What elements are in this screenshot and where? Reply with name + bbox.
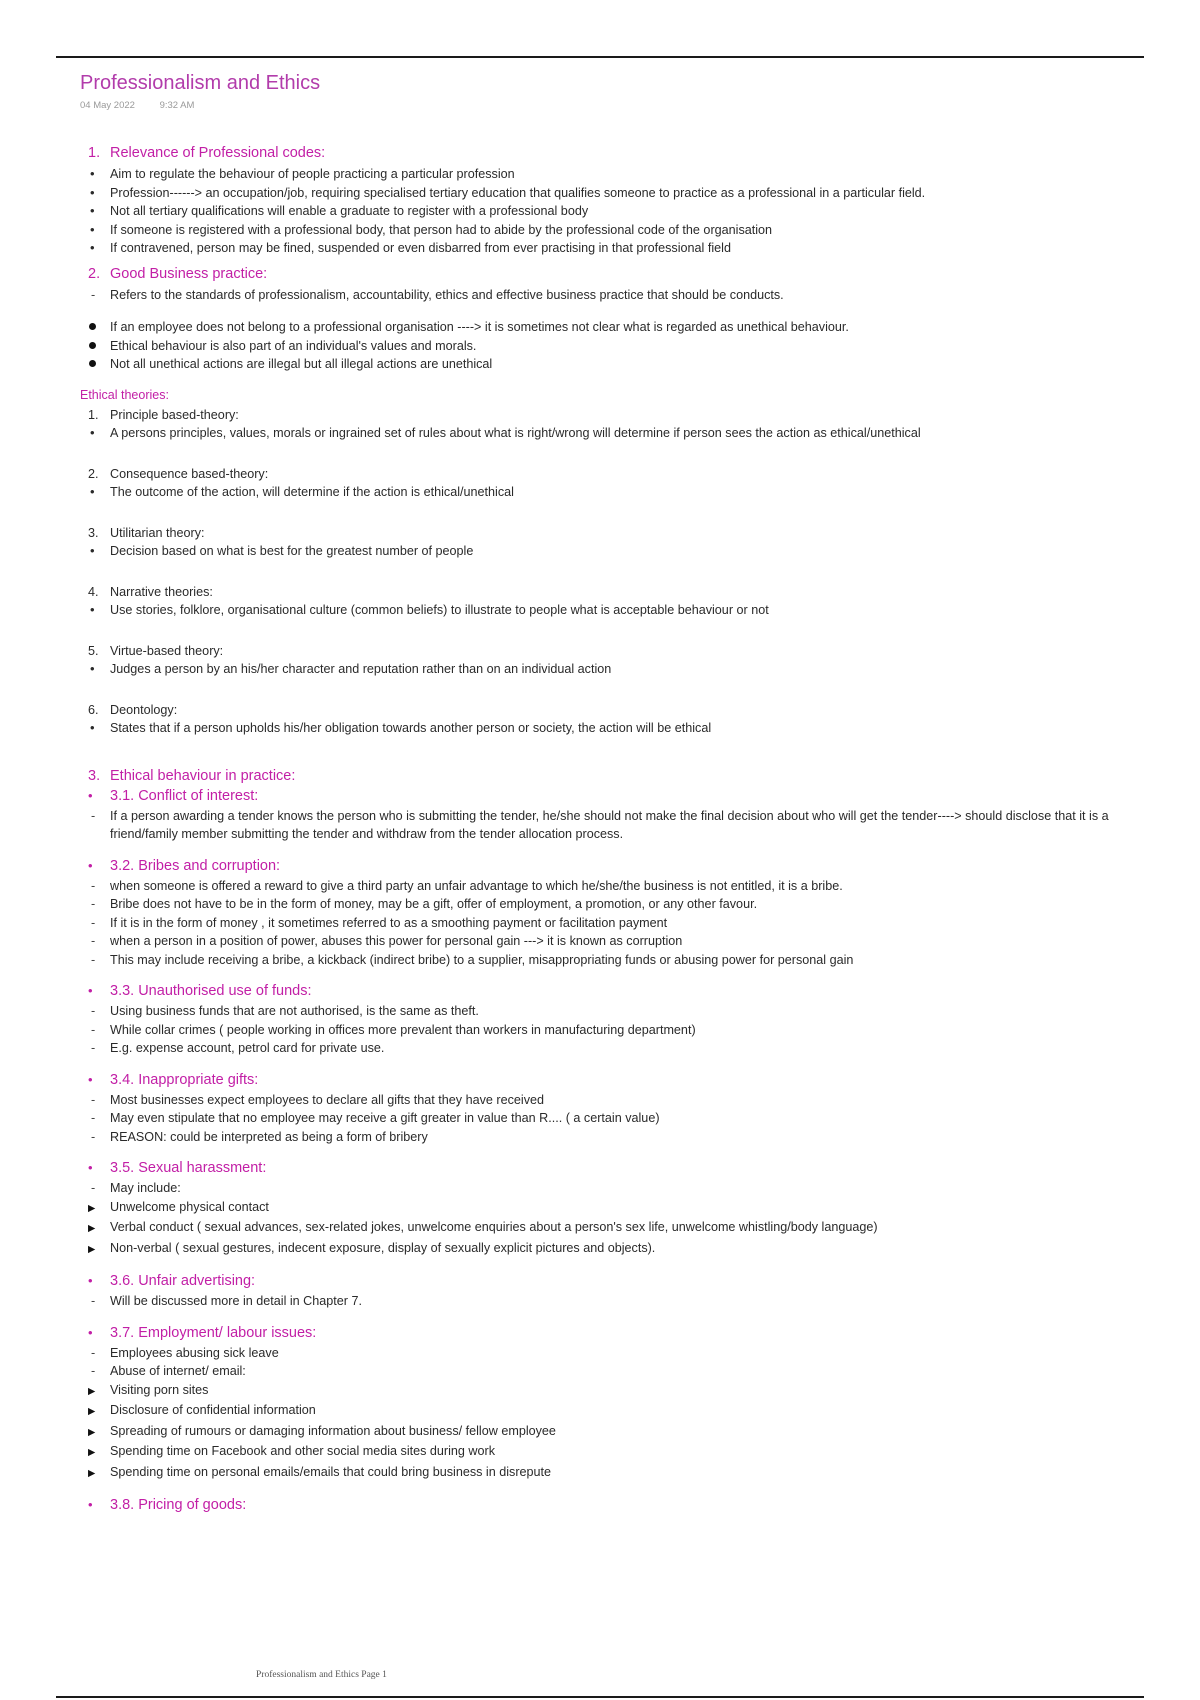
page-time: 9:32 AM: [159, 100, 195, 111]
section-3-heading: 3. Ethical behaviour in practice:: [88, 767, 296, 784]
theory-desc: • Decision based on what is best for the greatest number of people: [88, 542, 1144, 561]
list-item: - May even stipulate that no employee may receive a gift greater in value than R.... ( a certain value): [88, 1109, 1144, 1128]
theory-name: 4. Narrative theories:: [88, 584, 213, 599]
list-item: ▶ Spreading of rumours or damaging information about business/ fellow employee: [88, 1422, 1144, 1443]
list-item: - While collar crimes ( people working in offices more prevalent than workers in manufacturing department): [88, 1021, 1144, 1040]
list-item: - when someone is offered a reward to give a third party an unfair advantage to which he/she/the business is not entitled, it is a bribe.: [88, 877, 1144, 896]
theory-desc: • Judges a person by an his/her character and reputation rather than on an individual action: [88, 660, 1144, 679]
list-item: - when a person in a position of power, abuses this power for personal gain ---> it is known as corruption: [88, 932, 1144, 951]
page-date: 04 May 2022: [80, 100, 135, 111]
list-item: ▶ Visiting porn sites: [88, 1381, 1144, 1402]
theory-name: 2. Consequence based-theory:: [88, 466, 269, 481]
theory-desc: • States that if a person upholds his/her obligation towards another person or society, the action will be ethical: [88, 719, 1144, 738]
list-item: ▶ Verbal conduct ( sexual advances, sex-related jokes, unwelcome enquiries about a person's sex life, unwelcome whistling/body language): [88, 1218, 1144, 1239]
list-item: - E.g. expense account, petrol card for private use.: [88, 1039, 1144, 1058]
list-item: - Using business funds that are not authorised, is the same as theft.: [88, 1002, 1144, 1021]
ethical-theories-label: Ethical theories:: [80, 387, 169, 402]
list-item: ▶ Disclosure of confidential information: [88, 1401, 1144, 1422]
list-item: • Not all tertiary qualifications will enable a graduate to register with a professional body: [88, 202, 1144, 221]
list-item: - Most businesses expect employees to declare all gifts that they have received: [88, 1091, 1144, 1110]
list-item: • If contravened, person may be fined, suspended or even disbarred from ever practising in that professional field: [88, 239, 1144, 258]
list-item: - May include:: [88, 1179, 1144, 1198]
list-item: - Abuse of internet/ email:: [88, 1362, 1144, 1381]
list-item: - This may include receiving a bribe, a kickback (indirect bribe) to a supplier, misappropriating funds or abusing power for personal gain: [88, 951, 1144, 970]
list-item: • If someone is registered with a professional body, that person had to abide by the professional code of the organisation: [88, 221, 1144, 240]
bottom-rule: [56, 1696, 1144, 1698]
subsection-3-5-heading: • 3.5. Sexual harassment:: [88, 1160, 267, 1176]
theory-name: 1. Principle based-theory:: [88, 407, 239, 422]
list-item: - REASON: could be interpreted as being a form of bribery: [88, 1128, 1144, 1147]
list-item: ▶ Non-verbal ( sexual gestures, indecent exposure, display of sexually explicit pictures and objects).: [88, 1239, 1144, 1260]
list-item: - Bribe does not have to be in the form of money, may be a gift, offer of employment, a promotion, or any other favour.: [88, 895, 1144, 914]
note-page: [80, 72, 1144, 1516]
list-item: • Aim to regulate the behaviour of people practicing a particular profession: [88, 165, 1144, 184]
list-item: If an employee does not belong to a professional organisation ----> it is sometimes not clear what is regarded as unethical behaviour.: [88, 318, 1144, 337]
theory-desc: • Use stories, folklore, organisational culture (common beliefs) to illustrate to people what is acceptable behaviour or not: [88, 601, 1144, 620]
subsection-3-3-heading: • 3.3. Unauthorised use of funds:: [88, 983, 312, 999]
note-content: [80, 145, 1144, 1513]
list-item: Not all unethical actions are illegal but all illegal actions are unethical: [88, 355, 1144, 374]
theory-name: 6. Deontology:: [88, 702, 178, 717]
theory-name: 3. Utilitarian theory:: [88, 525, 205, 540]
list-item: - Employees abusing sick leave: [88, 1344, 1144, 1363]
subsection-3-1-heading: • 3.1. Conflict of interest:: [88, 787, 259, 804]
list-item: ▶ Spending time on personal emails/emails that could bring business in disrepute: [88, 1463, 1144, 1484]
theory-name: 5. Virtue-based theory:: [88, 643, 224, 658]
section-2-heading: 2. Good Business practice:: [88, 265, 268, 282]
subsection-3-8-heading: • 3.8. Pricing of goods:: [88, 1497, 247, 1513]
top-rule: [56, 56, 1144, 58]
page-meta: [80, 100, 1144, 111]
list-item: - If a person awarding a tender knows the person who is submitting the tender, he/she should not make the final decision about who will get the tender----> should disclose that it is a friend/family member submitting the tender and withdraw from the tender allocation process.: [88, 807, 1144, 844]
list-item: • Profession------> an occupation/job, requiring specialised tertiary education that qualifies someone to practice as a professional in a particular field.: [88, 184, 1144, 203]
list-item: Ethical behaviour is also part of an individual's values and morals.: [88, 337, 1144, 356]
theory-desc: • A persons principles, values, morals or ingrained set of rules about what is right/wrong will determine if person sees the action as ethical/unethical: [88, 424, 1144, 443]
list-item: ▶ Spending time on Facebook and other social media sites during work: [88, 1442, 1144, 1463]
theory-desc: • The outcome of the action, will determine if the action is ethical/unethical: [88, 483, 1144, 502]
list-item: - Refers to the standards of professionalism, accountability, ethics and effective business practice that should be conducts.: [88, 286, 1144, 305]
list-item: ▶ Unwelcome physical contact: [88, 1198, 1144, 1219]
list-item: - If it is in the form of money , it sometimes referred to as a smoothing payment or facilitation payment: [88, 914, 1144, 933]
subsection-3-2-heading: • 3.2. Bribes and corruption:: [88, 857, 281, 874]
subsection-3-7-heading: • 3.7. Employment/ labour issues:: [88, 1324, 317, 1341]
list-item: - Will be discussed more in detail in Chapter 7.: [88, 1292, 1144, 1311]
page-title: Professionalism and Ethics: [80, 72, 321, 94]
page-footer: Professionalism and Ethics Page 1: [256, 1670, 387, 1680]
section-1-heading: 1. Relevance of Professional codes:: [88, 145, 326, 161]
subsection-3-4-heading: • 3.4. Inappropriate gifts:: [88, 1071, 259, 1088]
subsection-3-6-heading: • 3.6. Unfair advertising:: [88, 1273, 256, 1289]
